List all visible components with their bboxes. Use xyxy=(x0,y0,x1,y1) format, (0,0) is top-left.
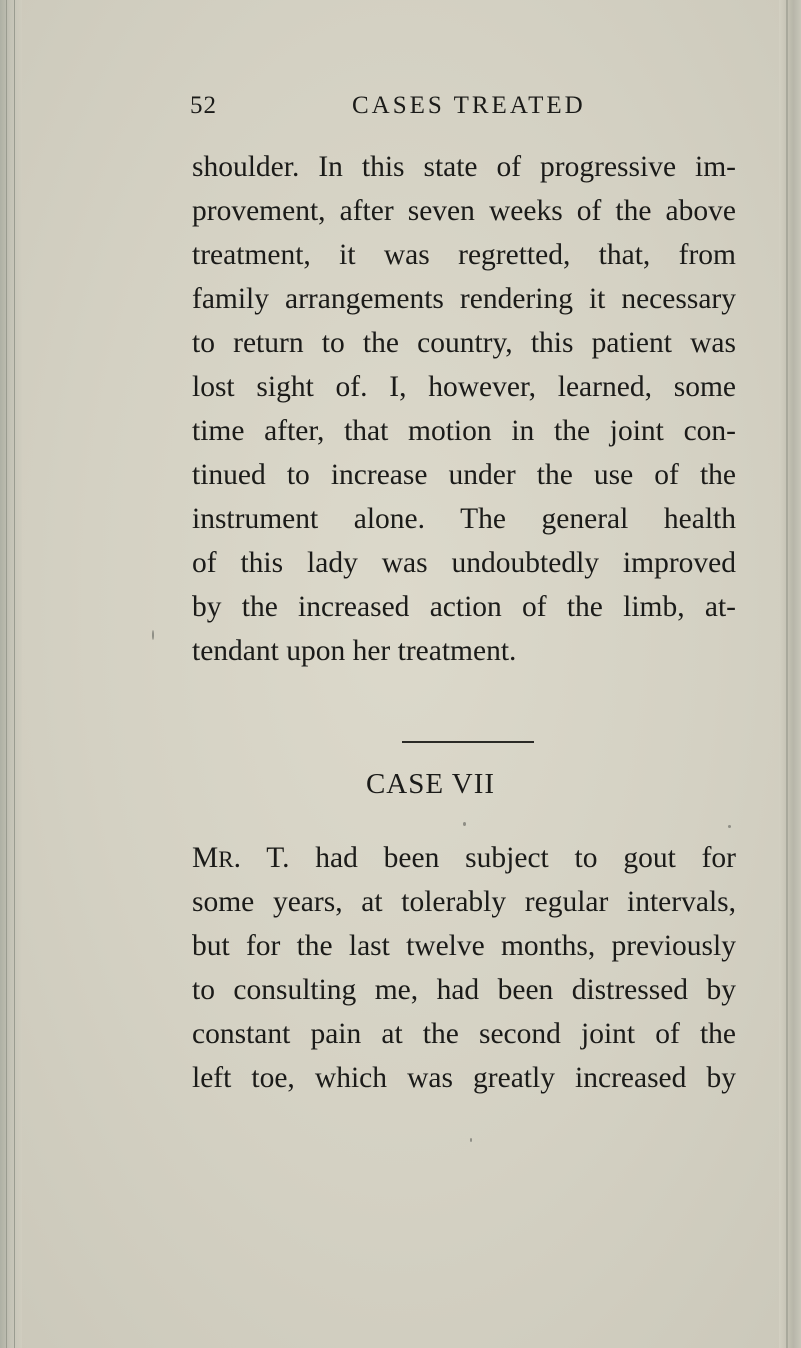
section-divider xyxy=(402,741,534,743)
paper-speck xyxy=(470,1138,472,1142)
paper-speck xyxy=(152,630,154,640)
text-line: time after, that motion in the joint con- xyxy=(192,415,736,447)
page-edge-line xyxy=(786,0,788,1348)
text-line: left toe, which was greatly increased by xyxy=(192,1062,736,1094)
gutter-line xyxy=(14,0,15,1348)
text-line: but for the last twelve months, previously xyxy=(192,930,736,962)
text-line-lead xyxy=(192,836,736,880)
lead-smallcaps: R xyxy=(218,847,234,872)
text-line: instrument alone. The general health xyxy=(192,503,736,535)
text-line: to consulting me, had been distressed by xyxy=(192,974,736,1006)
running-head xyxy=(0,92,801,126)
paper-speck xyxy=(463,822,466,826)
lead-initial: M xyxy=(192,842,219,874)
text-line: treatment, it was regretted, that, from xyxy=(192,239,736,271)
case-heading: CASE VII xyxy=(365,768,496,800)
paper-speck xyxy=(728,825,731,828)
gutter-line xyxy=(6,0,7,1348)
text-line: of this lady was undoubtedly improved xyxy=(192,547,736,579)
running-title: CASES TREATED xyxy=(352,92,586,119)
text-line: some years, at tolerably regular intervals, xyxy=(192,886,736,918)
text-line: shoulder. In this state of progressive im- xyxy=(192,151,736,183)
binding-gutter xyxy=(0,0,22,1348)
text-line: family arrangements rendering it necessary xyxy=(192,283,736,315)
text-line: tinued to increase under the use of the xyxy=(192,459,736,491)
page-edge xyxy=(779,0,801,1348)
lead-rest: . T. had been subject to gout for xyxy=(233,842,736,874)
text-line: by the increased action of the limb, at- xyxy=(192,591,736,623)
text-line: tendant upon her treatment. xyxy=(192,635,517,667)
text-line: constant pain at the second joint of the xyxy=(192,1018,736,1050)
page-number: 52 xyxy=(190,92,217,119)
text-line: to return to the country, this patient was xyxy=(192,327,736,359)
text-line: lost sight of. I, however, learned, some xyxy=(192,371,736,403)
text-line: provement, after seven weeks of the above xyxy=(192,195,736,227)
